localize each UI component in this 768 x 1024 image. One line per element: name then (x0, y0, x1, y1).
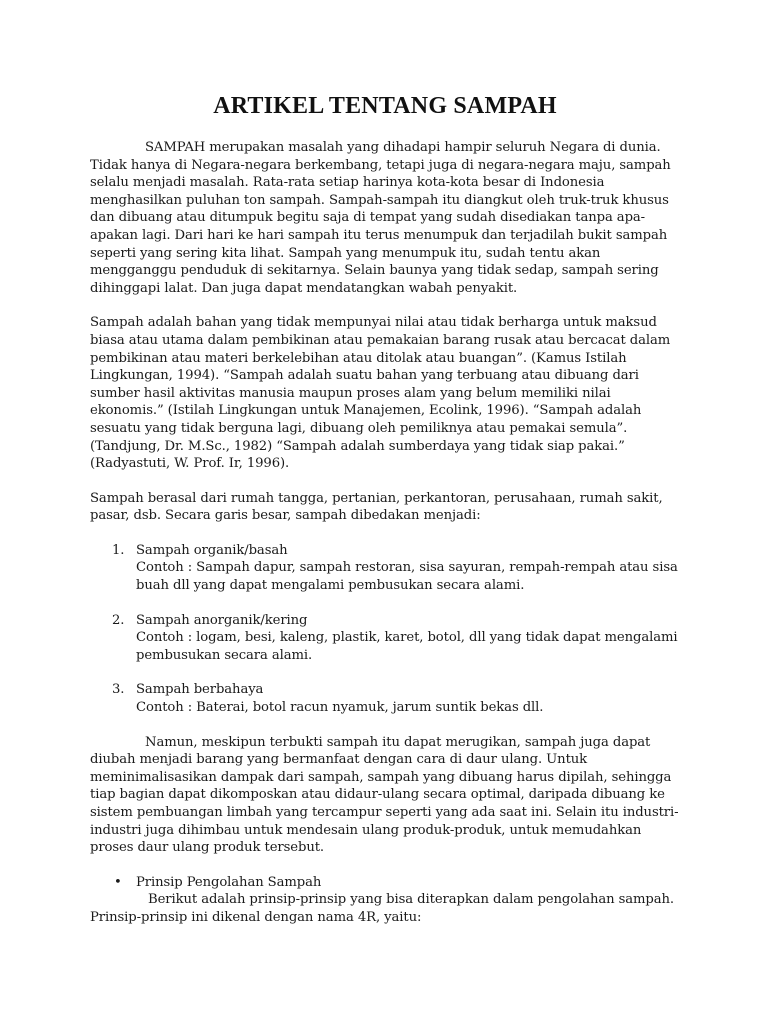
bullet-heading: Prinsip Pengolahan Sampah (136, 874, 322, 890)
document-title: ARTIKEL TENTANG SAMPAH (213, 93, 557, 119)
paragraph-sources: Sampah berasal dari rumah tangga, pertanian, perkantoran, perusahaan, rumah sakit, pasar, dsb. Secara garis besar, sampah dibedakan menjadi: (90, 490, 663, 524)
list-item-number: 2. (112, 612, 125, 628)
list-item (90, 681, 680, 716)
list-item-example: Contoh : logam, besi, kaleng, plastik, karet, botol, dll yang tidak dapat mengalami pembusukan secara alami. (136, 630, 678, 663)
paragraph-definition: Sampah adalah bahan yang tidak mempunyai nilai atau tidak berharga untuk maksud biasa atau utama dalam pembikinan atau pemakaian barang rusak atau bercacat dalam pembikinan atau materi berkelebihan atau ditolak atau buangan”. (Kamus Istilah Lingkungan, 1994). “Sampah adalah suatu bahan yang terbuang atau dibuang dari sumber hasil aktivitas manusia maupun proses alam yang belum memiliki nilai ekonomis.” (Istilah Lingkungan untuk Manajemen, Ecolink, 1996). “Sampah adalah sesuatu yang tidak berguna lagi, dibuang oleh pemiliknya atau pemakai semula”. (Tandjung, Dr. M.Sc., 1982) “Sampah adalah sumberdaya yang tidak siap pakai.” (Radyastuti, W. Prof. Ir, 1996). (90, 315, 671, 472)
list-item-number: 1. (112, 542, 125, 558)
list-item-heading: Sampah organik/basah (136, 542, 288, 558)
list-item (90, 612, 680, 665)
bullet-icon: • (114, 874, 122, 890)
paragraph-principles: Berikut adalah prinsip-prinsip yang bisa diterapkan dalam pengolahan sampah. Prinsip-prinsip ini dikenal dengan nama 4R, yaitu: (90, 892, 675, 925)
list-item (90, 542, 680, 595)
document-page (90, 90, 680, 927)
list-item-heading: Sampah berbahaya (136, 682, 264, 698)
list-item-number: 3. (112, 682, 125, 698)
waste-type-list (90, 542, 680, 717)
list-item-heading: Sampah anorganik/kering (136, 612, 308, 628)
paragraph-intro: SAMPAH merupakan masalah yang dihadapi hampir seluruh Negara di dunia. Tidak hanya di Negara-negara berkembang, tetapi juga di negara-negara maju, sampah selalu menjadi masalah. Rata-rata setiap harinya kota-kota besar di Indonesia menghasilkan puluhan ton sampah. Sampah-sampah itu diangkut oleh truk-truk khusus dan dibuang atau ditumpuk begitu saja di tempat yang sudah disediakan tanpa apa-apakan lagi. Dari hari ke hari sampah itu terus menumpuk dan terjadilah bukit sampah seperti yang sering kita lihat. Sampah yang menumpuk itu, sudah tentu akan mengganggu penduduk di sekitarnya. Selain baunya yang tidak sedap, sampah sering dihinggapi lalat. Dan juga dapat mendatangkan wabah penyakit. (90, 140, 671, 296)
principle-bullet-list (90, 874, 680, 892)
list-item-example: Contoh : Baterai, botol racun nyamuk, jarum suntik bekas dll. (136, 700, 544, 716)
paragraph-recycling: Namun, meskipun terbukti sampah itu dapat merugikan, sampah juga dapat diubah menjadi barang yang bermanfaat dengan cara di daur ulang. Untuk meminimalisasikan dampak dari sampah, sampah yang dibuang harus dipilah, sehingga tiap bagian dapat dikomposkan atau didaur-ulang secara optimal, daripada dibuang ke sistem pembuangan limbah yang tercampur seperti yang ada saat ini. Selain itu industri-industri juga dihimbau untuk mendesain ulang produk-produk, untuk memudahkan proses daur ulang produk tersebut. (90, 734, 679, 856)
bullet-item (90, 874, 680, 892)
list-item-example: Contoh : Sampah dapur, sampah restoran, sisa sayuran, rempah-rempah atau sisa buah dll yang dapat mengalami pembusukan secara alami. (136, 560, 678, 594)
